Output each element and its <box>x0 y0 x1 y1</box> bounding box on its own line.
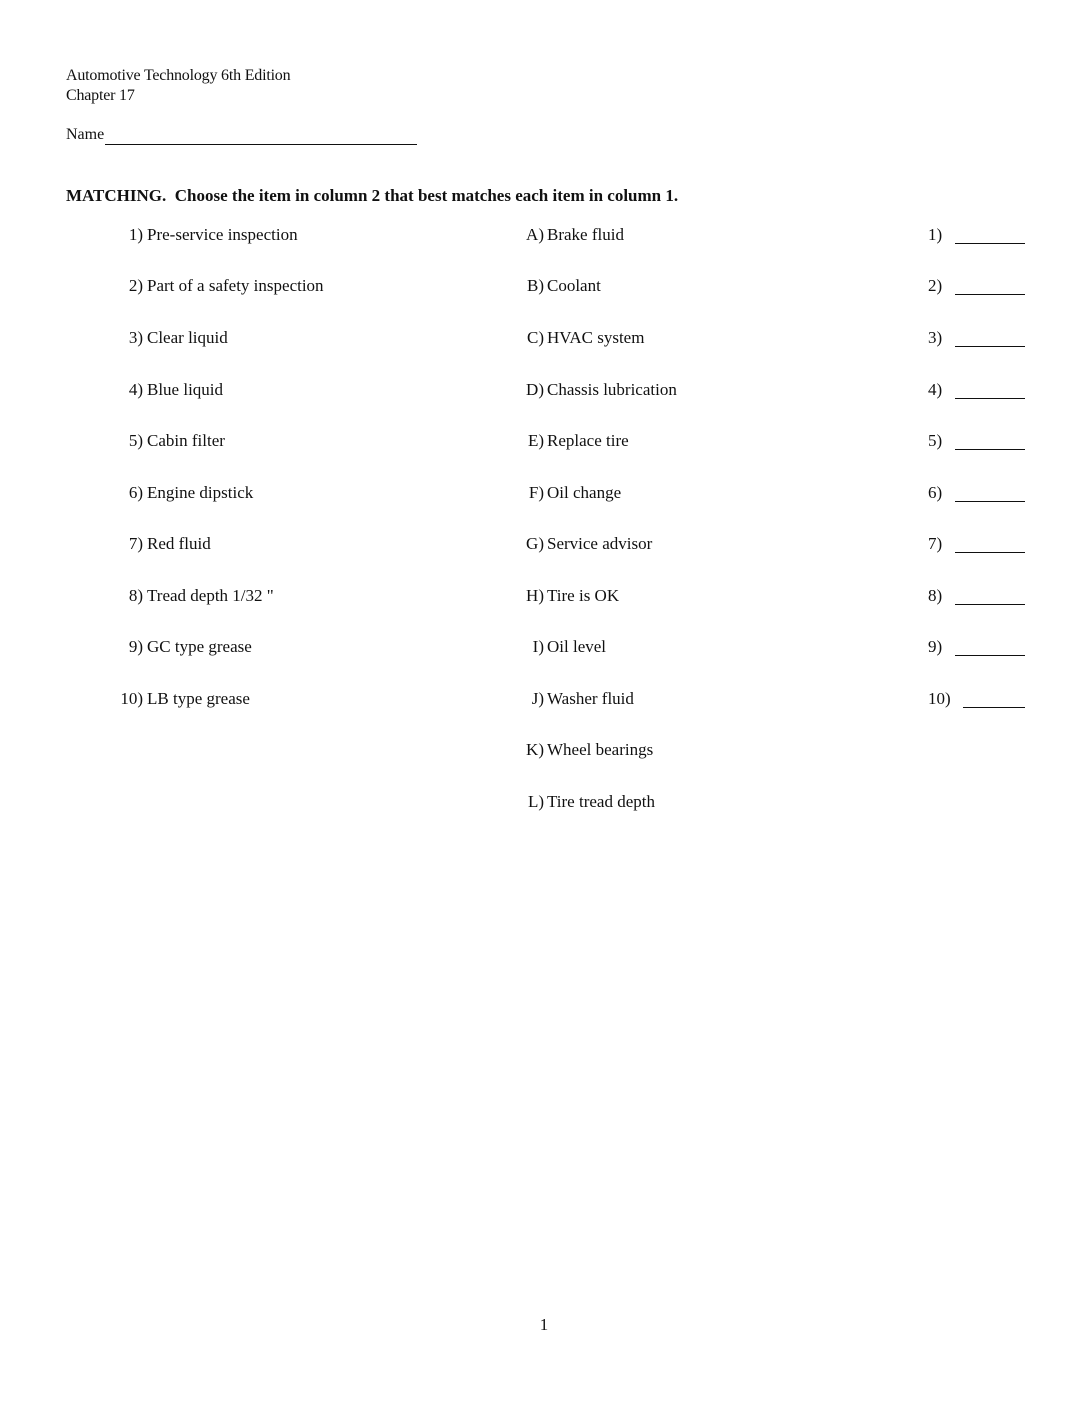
answer-blank[interactable] <box>963 707 1025 708</box>
question-number: 8) <box>128 586 143 605</box>
matching-row <box>0 737 1088 763</box>
option-text: HVAC system <box>547 328 645 347</box>
option-text: Tire tread depth <box>547 792 655 811</box>
option-letter: A) <box>526 225 544 244</box>
option-letter: D) <box>526 380 544 399</box>
matching-row <box>0 686 1088 712</box>
option-text: Wheel bearings <box>547 740 654 759</box>
matching-row <box>0 634 1088 660</box>
question-item: Cabin filter <box>147 431 225 450</box>
answer-number: 1) <box>928 225 943 244</box>
matching-instructions: MATCHING. Choose the item in column 2 that best matches each item in column 1. <box>66 186 679 205</box>
option-letter: F) <box>528 483 544 502</box>
answer-blank[interactable] <box>955 243 1025 244</box>
question-item: Part of a safety inspection <box>147 276 324 295</box>
question-number: 7) <box>128 534 143 553</box>
answer-blank[interactable] <box>955 449 1025 450</box>
option-letter: E) <box>527 431 544 450</box>
question-item: Clear liquid <box>147 328 228 347</box>
question-item: LB type grease <box>147 689 250 708</box>
option-letter: C) <box>527 328 544 347</box>
answer-number: 2) <box>928 276 943 295</box>
option-letter: J) <box>531 689 544 708</box>
page-number: 1 <box>539 1315 549 1334</box>
option-text: Replace tire <box>547 431 629 450</box>
answer-number: 10) <box>928 689 951 708</box>
book-title: Automotive Technology 6th Edition <box>66 67 291 84</box>
option-letter: G) <box>526 534 544 553</box>
option-letter: H) <box>526 586 544 605</box>
question-number: 3) <box>128 328 143 347</box>
question-item: Blue liquid <box>147 380 224 399</box>
answer-blank[interactable] <box>955 655 1025 656</box>
question-number: 1) <box>128 225 143 244</box>
question-item: Red fluid <box>147 534 211 553</box>
matching-row <box>0 531 1088 557</box>
option-letter: L) <box>527 792 544 811</box>
question-item: GC type grease <box>147 637 252 656</box>
option-text: Oil level <box>547 637 607 656</box>
question-number: 6) <box>128 483 143 502</box>
matching-row <box>0 325 1088 351</box>
answer-number: 9) <box>928 637 943 656</box>
matching-row <box>0 583 1088 609</box>
answer-blank[interactable] <box>955 552 1025 553</box>
option-letter: I) <box>532 637 544 656</box>
matching-row <box>0 377 1088 403</box>
question-item: Engine dipstick <box>147 483 254 502</box>
question-number: 5) <box>128 431 143 450</box>
option-text: Brake fluid <box>547 225 624 244</box>
option-letter: B) <box>527 276 544 295</box>
answer-blank[interactable] <box>955 398 1025 399</box>
answer-blank[interactable] <box>955 501 1025 502</box>
option-letter: K) <box>526 740 544 759</box>
matching-row <box>0 273 1088 299</box>
option-text: Washer fluid <box>547 689 634 708</box>
chapter-label: Chapter 17 <box>66 87 135 104</box>
option-text: Coolant <box>547 276 601 295</box>
answer-number: 8) <box>928 586 943 605</box>
answer-number: 7) <box>928 534 943 553</box>
question-number: 2) <box>128 276 143 295</box>
answer-number: 6) <box>928 483 943 502</box>
question-item: Tread depth 1/32 " <box>147 586 274 605</box>
answer-blank[interactable] <box>955 604 1025 605</box>
answer-number: 5) <box>928 431 943 450</box>
answer-number: 3) <box>928 328 943 347</box>
name-blank-field[interactable] <box>105 126 417 145</box>
answer-blank[interactable] <box>955 294 1025 295</box>
answer-number: 4) <box>928 380 943 399</box>
option-text: Oil change <box>547 483 622 502</box>
name-row <box>66 125 417 145</box>
question-number: 10) <box>120 689 143 708</box>
option-text: Service advisor <box>547 534 653 553</box>
option-text: Tire is OK <box>547 586 620 605</box>
option-text: Chassis lubrication <box>547 380 677 399</box>
question-number: 4) <box>128 380 143 399</box>
matching-row <box>0 222 1088 248</box>
answer-blank[interactable] <box>955 346 1025 347</box>
question-item: Pre-service inspection <box>147 225 298 244</box>
matching-row <box>0 480 1088 506</box>
matching-row <box>0 428 1088 454</box>
matching-row <box>0 789 1088 815</box>
question-number: 9) <box>128 637 143 656</box>
name-label: Name <box>66 126 105 143</box>
